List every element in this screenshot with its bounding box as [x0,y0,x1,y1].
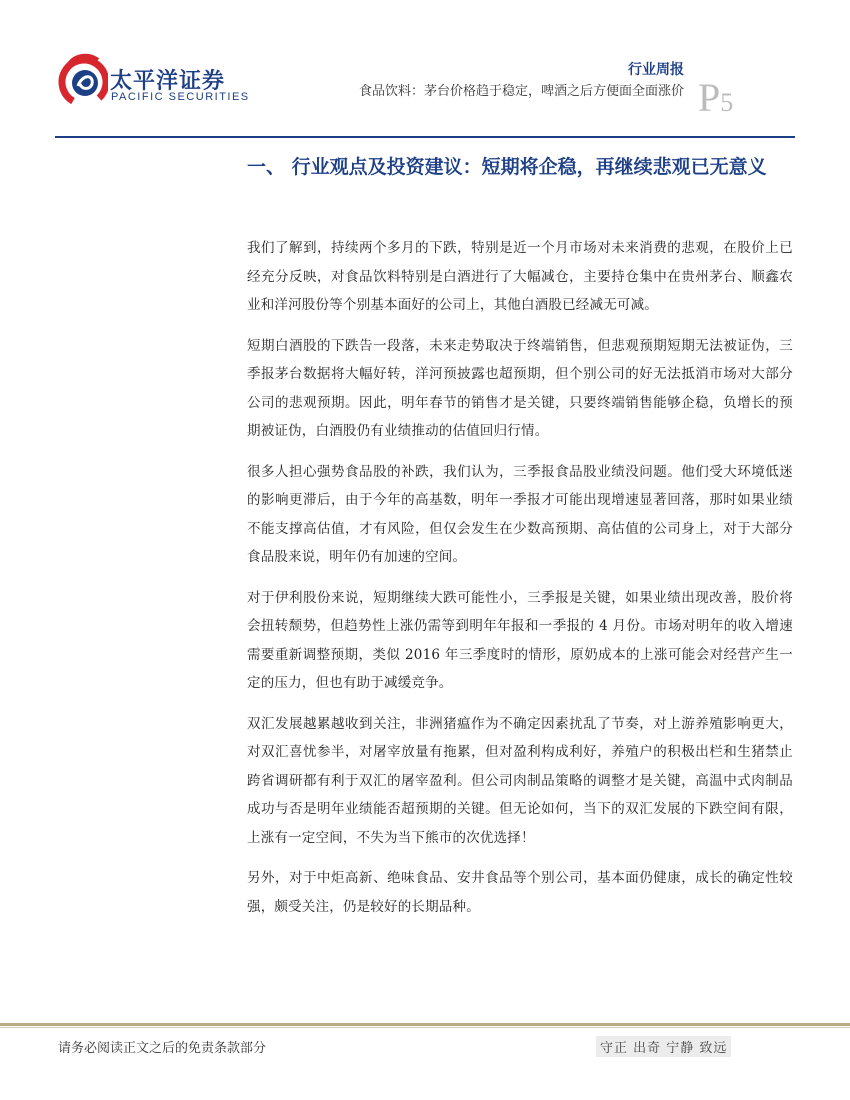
paragraph: 另外，对于中炬高新、绝味食品、安井食品等个别公司，基本面仍健康，成长的确定性较强，颇受关注，仍是较好的长期品种。 [247,870,793,915]
report-type-label: 行业周报 [628,62,684,78]
company-logo [58,44,248,116]
footer-divider-thin [0,1027,850,1028]
logo-english-name: PACIFIC SECURITIES [111,91,250,103]
company-motto: 守正 出奇 宁静 致远 [596,1036,731,1057]
pacific-securities-logo-icon [58,44,108,116]
header-divider [55,136,795,138]
page-number [698,74,733,121]
body-text [247,234,793,933]
page-number-digit: 5 [720,88,734,117]
paragraph: 对于伊利股份来说，短期继续大跌可能性小，三季报是关键，如果业绩出现改善，股价将会扭转颓势，但趋势性上涨仍需等到明年年报和一季报的 4 月份。市场对明年的收入增速需要重新调整预期，类似 2016 年三季度时的情形，原奶成本的上涨可能会对经营产生一定的压力，但也有助于减缓竞争。 [247,589,793,691]
paragraph: 双汇发展越累越收到关注，非洲猪瘟作为不确定因素扰乱了节奏，对上游养殖影响更大，对双汇喜忧参半，对屠宰放量有拖累，但对盈利构成利好，养殖户的积极出栏和生猪禁止跨省调研都有利于双汇的屠宰盈利。但公司肉制品策略的调整才是关键，高温中式肉制品成功与否是明年业绩能否超预期的关键。但无论如何，当下的双汇发展的下跌空间有限，上涨有一定空间，不失为当下熊市的次优选择！ [247,715,793,846]
report-subtitle: 食品饮料：茅台价格趋于稳定，啤酒之后方便面全面涨价 [358,84,684,99]
disclaimer-notice: 请务必阅读正文之后的免责条款部分 [58,1041,267,1056]
page-letter: P [698,75,721,120]
paragraph: 短期白酒股的下跌告一段落，未来走势取决于终端销售，但悲观预期短期无法被证伪，三季报茅台数据将大幅好转，洋河预披露也超预期，但个别公司的好无法抵消市场对大部分公司的悲观预期。因此，明年春节的销售才是关键，只要终端销售能够企稳，负增长的预期被证伪，白酒股仍有业绩推动的估值回归行情。 [247,337,793,439]
section-heading: 一、 行业观点及投资建议：短期将企稳，再继续悲观已无意义 [247,156,767,178]
paragraph: 很多人担心强势食品股的补跌，我们认为，三季报食品股业绩没问题。他们受大环境低迷的影响更滞后，由于今年的高基数，明年一季报才可能出现增速显著回落，那时如果业绩不能支撑高估值，才有风险，但仅会发生在少数高预期、高估值的公司身上，对于大部分食品股来说，明年仍有加速的空间。 [247,463,793,565]
paragraph: 我们了解到，持续两个多月的下跌，特别是近一个月市场对未来消费的悲观，在股价上已经充分反映，对食品饮料特别是白酒进行了大幅减仓，主要持仓集中在贵州茅台、顺鑫农业和洋河股份等个别基本面好的公司上，其他白酒股已经减无可减。 [247,240,793,313]
footer-divider [0,1023,850,1026]
logo-chinese-name: 太平洋证券 [110,69,226,94]
